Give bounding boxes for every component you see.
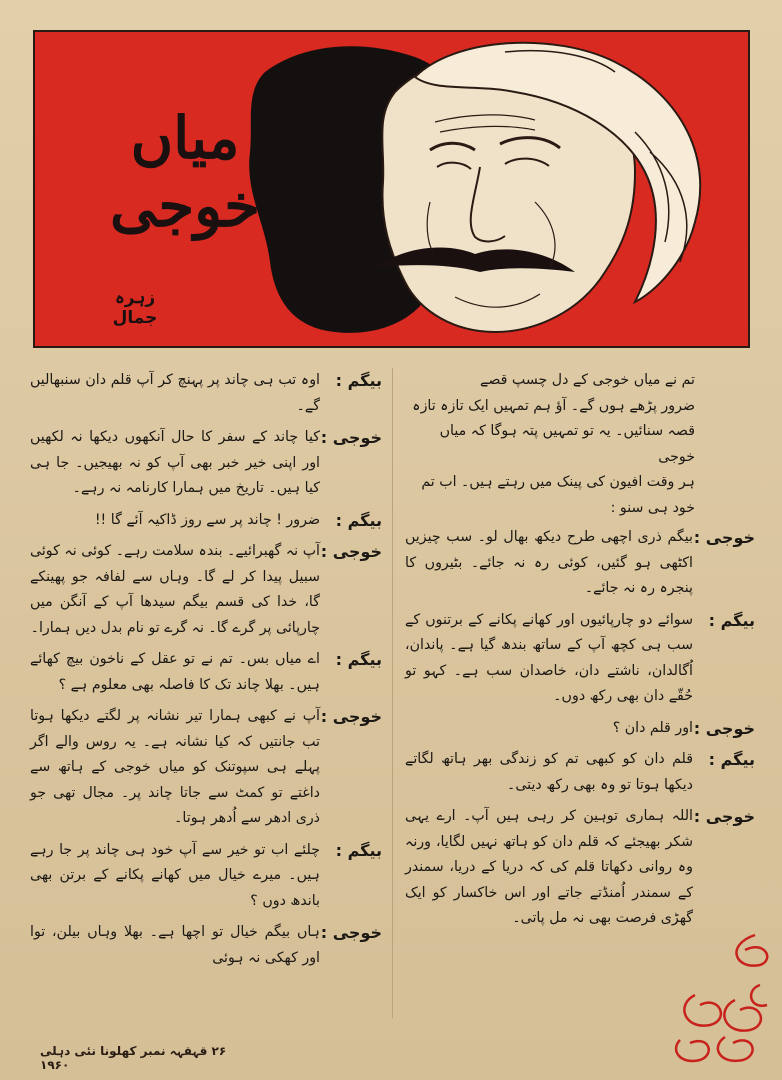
speech-text: اے میاں بس۔ تم نے تو عقل کے ناخون بیچ کھائے ہیں۔ بھلا چاند تک کا فاصلہ بھی معلوم ہے ؟ [30, 651, 320, 693]
dialogue-entry [30, 539, 382, 641]
speaker-label: خوجی : [320, 428, 382, 447]
intro-line: تم نے میاں خوجی کے دل چسپ قصے [480, 372, 695, 388]
speech-text: آپ نے کبھی ہمارا تیر نشانہ پر لگتے دیکھا ہوتا تب جانتیں کہ کیا نشانہ ہے۔ یہ روس والے اگر پہلے ہی سپوتنک کو میاں خوجی کے ہاتھ سے داغتے تو کمٹ سے جاتا چاند پر۔ مجال تھی جو ذری ادھر سے اُدھر ہوتا۔ [30, 708, 320, 826]
dialogue-entry [30, 368, 382, 419]
speech-text: آپ نہ گھبرائیے۔ بندہ سلامت رہے۔ کوئی نہ کوئی سبیل پیدا کر لے گا۔ وہاں سے لفافہ جو پھینکے گا، خدا کی قسم بیگم سیدھا آپ کے آنگن میں چارپائی پر گرے گا۔ نہ گرے تو نام بدل دیں ہمارا۔ [30, 543, 320, 636]
intro-line: خود ہی سنو : [610, 499, 695, 516]
page-footer: ۲۶ قہقہہ نمبر کھلونا نئی دہلی ۱۹۶۰ [40, 1044, 227, 1072]
intro-line: ضرور پڑھے ہوں گے۔ آؤ ہم تمہیں ایک تازہ تازہ [412, 397, 695, 414]
dialogue-entry [30, 647, 382, 698]
dialogue-entry [405, 608, 755, 710]
title-banner [33, 30, 750, 348]
speaker-label: بیگم : [335, 650, 382, 669]
speaker-label: خوجی : [320, 707, 382, 726]
column-divider [392, 368, 393, 1018]
speaker-label: بیگم : [708, 750, 755, 769]
dialogue-entry [30, 508, 382, 534]
speech-text: ضرور ! چاند پر سے روز ڈاکیہ آئے گا !! [94, 511, 320, 528]
right-column [405, 368, 755, 938]
intro-paragraph [405, 368, 755, 521]
intro-line: قصہ سنائیں۔ یہ تو تمہیں پتہ ہوگا کہ میاں خوجی [439, 423, 695, 465]
speaker-label: بیگم : [708, 610, 755, 630]
speaker-label: خوجی : [693, 528, 755, 547]
dialogue-entry [405, 716, 755, 742]
dialogue-entry [30, 425, 382, 502]
speech-text: اللہ ہماری توہین کر رہی ہیں آپ۔ ارے یہی شکر بھیجئے کہ قلم دان کو ہاتھ نہیں لگایا، ورنہ وہ روانی دکھاتا قلم کی کہ دریا کے دریا، سمندر کے سمندر اُمنڈتے جاتے اور اس خاکسار کو ایک گھڑی فرصت بھی نہ مل پاتی۔ [405, 808, 693, 926]
dialogue-entry [30, 704, 382, 832]
speaker-label: خوجی : [320, 542, 382, 561]
speaker-label: خوجی : [693, 718, 755, 738]
speech-text: چلئے اب تو خیر سے آپ خود ہی چاند پر جا رہے ہیں۔ میرے خیال میں کھانے پکانے کے برتن بھی باندھ دوں ؟ [30, 841, 320, 909]
speech-text: بیگم ذری اچھی طرح دیکھ بھال لو۔ سب چیزیں اکٹھی ہو گئیں، کوئی رہ نہ جائے۔ بٹیروں کا پنجرہ رہ نہ جائے۔ [405, 529, 693, 596]
speaker-label: خوجی : [693, 807, 755, 826]
speech-text: قلم دان کو کبھی تم کو زندگی بھر ہاتھ لگاتے دیکھا ہوتا تو وہ بھی رکھ دیتی۔ [405, 751, 693, 793]
dialogue-entry [405, 804, 755, 932]
speaker-label: بیگم : [335, 840, 382, 860]
speech-text: اوہ تب ہی چاند پر پہنچ کر آپ قلم دان سنبھالیں گے۔ [30, 372, 320, 414]
speech-text: اور قلم دان ؟ [612, 719, 693, 736]
speaker-label: خوجی : [320, 923, 382, 942]
left-column [30, 368, 382, 977]
speaker-label: بیگم : [335, 510, 382, 530]
speech-text: سوائے دو چارپائیوں اور کھانے پکانے کے برتنوں کے سب ہی کچھ آپ کے ساتھ بندھ گیا ہے۔ پاندان، اُگالدان، ناشتے دان، خاصدان سب ہے۔ کہو تو حُقّے دان بھی رکھ دوں۔ [405, 611, 693, 704]
dialogue-entry [405, 525, 755, 602]
author-name: زہرہ جمال [112, 288, 158, 328]
speech-text: ہاں بیگم خیال تو اچھا ہے۔ بھلا وہاں بیلن، توا اور کھکی نہ ہوئی [30, 924, 320, 966]
dialogue-entry [405, 747, 755, 798]
speech-text: کیا چاند کے سفر کا حال آنکھوں دیکھا نہ لکھیں اور اپنی خیر خبر بھی آپ کو نہ بھیجیں۔ جا ہی کیا ہیں۔ تاریخ میں ہمارا کارنامہ نہ رہے۔ [30, 429, 320, 496]
intro-line: ہر وقت افیون کی پینک میں رہتے ہیں۔ اب تم [421, 474, 695, 490]
story-title: میاں خوجی [109, 104, 260, 240]
decorative-scribble [665, 925, 775, 1065]
dialogue-entry [30, 920, 382, 971]
speaker-label: بیگم : [335, 371, 382, 390]
dialogue-entry [30, 838, 382, 915]
